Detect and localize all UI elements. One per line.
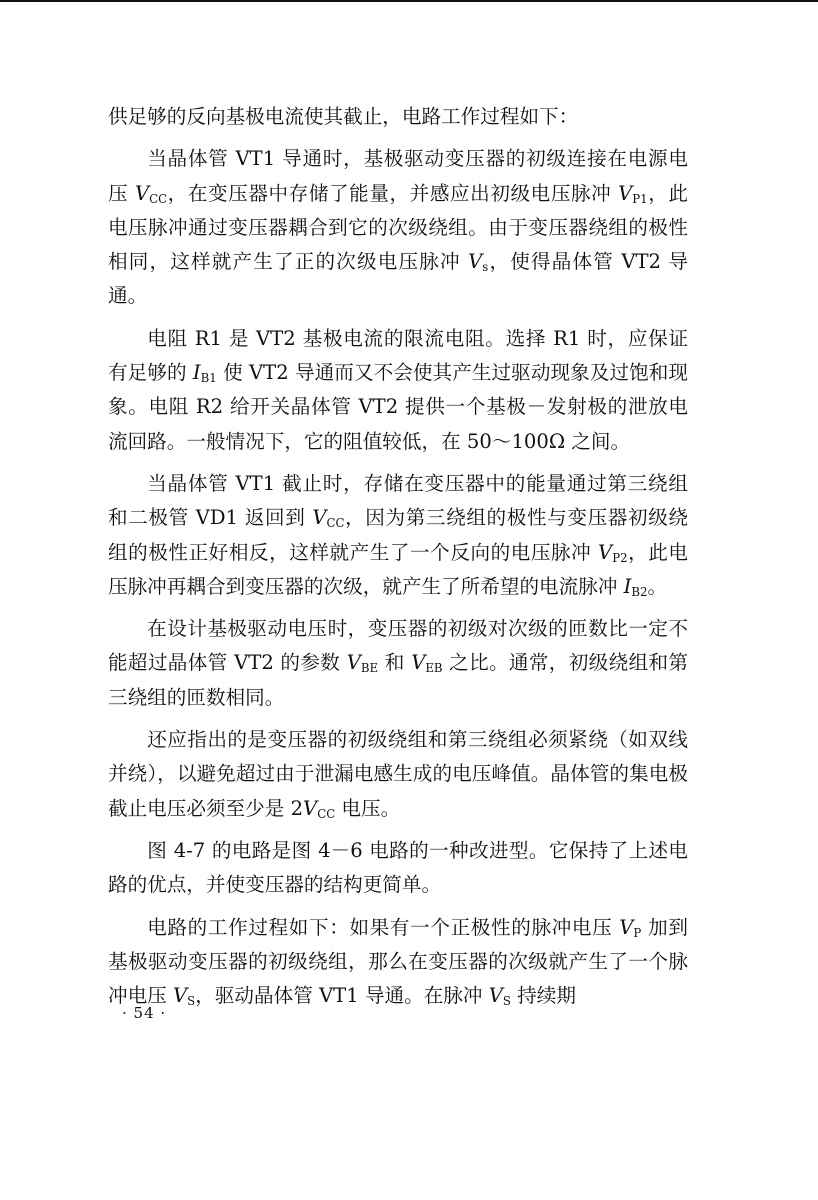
page-number: · 54 ·	[122, 1004, 167, 1022]
paragraph-6: 还应指出的是变压器的初级绕组和第三绕组必须紧绕（如双线并绕），以避免超过由于泄漏电感生成的电压峰值。晶体管的集电极截止电压必须至少是 $2V_{CC}$ 电压。	[108, 728, 688, 821]
paragraph-3: 电阻 R1 是 VT2 基极电流的限流电阻。选择 R1 时，应保证有足够的 $I_{B1}$ 使 VT2 导通而又不会使其产生过驱动现象及过饱和现象。电阻 R2 给开关晶体管 VT2 提供一个基极－发射极的泄放电流回路。一般情况下，它的阻值较低，在 50～100Ω 之间。	[108, 326, 688, 453]
paragraph-7: 图 4-7 的电路是图 4－6 电路的一种改进型。它保持了上述电路的优点，并使变压器的结构更简单。	[108, 838, 688, 897]
page-body	[108, 100, 688, 1013]
paragraph-2: 当晶体管 VT1 导通时，基极驱动变压器的初级连接在电源电压 $V_{CC}$，在变压器中存储了能量，并感应出初级电压脉冲 $V_{P1}$，此电压脉冲通过变压器耦合到它的次级绕组。由于变压器绕组的极性相同，这样就产生了正的次级电压脉冲 $V_s$，使得晶体管 VT2 导通。	[108, 147, 689, 308]
page-top-rule	[0, 0, 818, 2]
paragraph-1: 供足够的反向基极电流使其截止，电路工作过程如下：	[108, 105, 579, 128]
paragraph-4: 当晶体管 VT1 截止时，存储在变压器中的能量通过第三绕组和二极管 VD1 返回到 $V_{CC}$，因为第三绕组的极性与变压器初级绕组的极性正好相反，这样就产生了一个反向的电压脉冲 $V_{P2}$，此电压脉冲再耦合到变压器的次级，就产生了所希望的电流脉冲 $I_{B2}$。	[108, 471, 689, 599]
paragraph-5: 在设计基极驱动电压时，变压器的初级对次级的匝数比一定不能超过晶体管 VT2 的参数 $V_{BE}$ 和 $V_{EB}$ 之比。通常，初级绕组和第三绕组的匝数相同。	[108, 617, 688, 709]
paragraph-8: 电路的工作过程如下：如果有一个正极性的脉冲电压 $V_P$ 加到基极驱动变压器的初级绕组，那么在变压器的次级就产生了一个脉冲电压 $V_S$，驱动晶体管 VT1 导通。在脉冲 $V_S$ 持续期	[108, 915, 688, 1009]
